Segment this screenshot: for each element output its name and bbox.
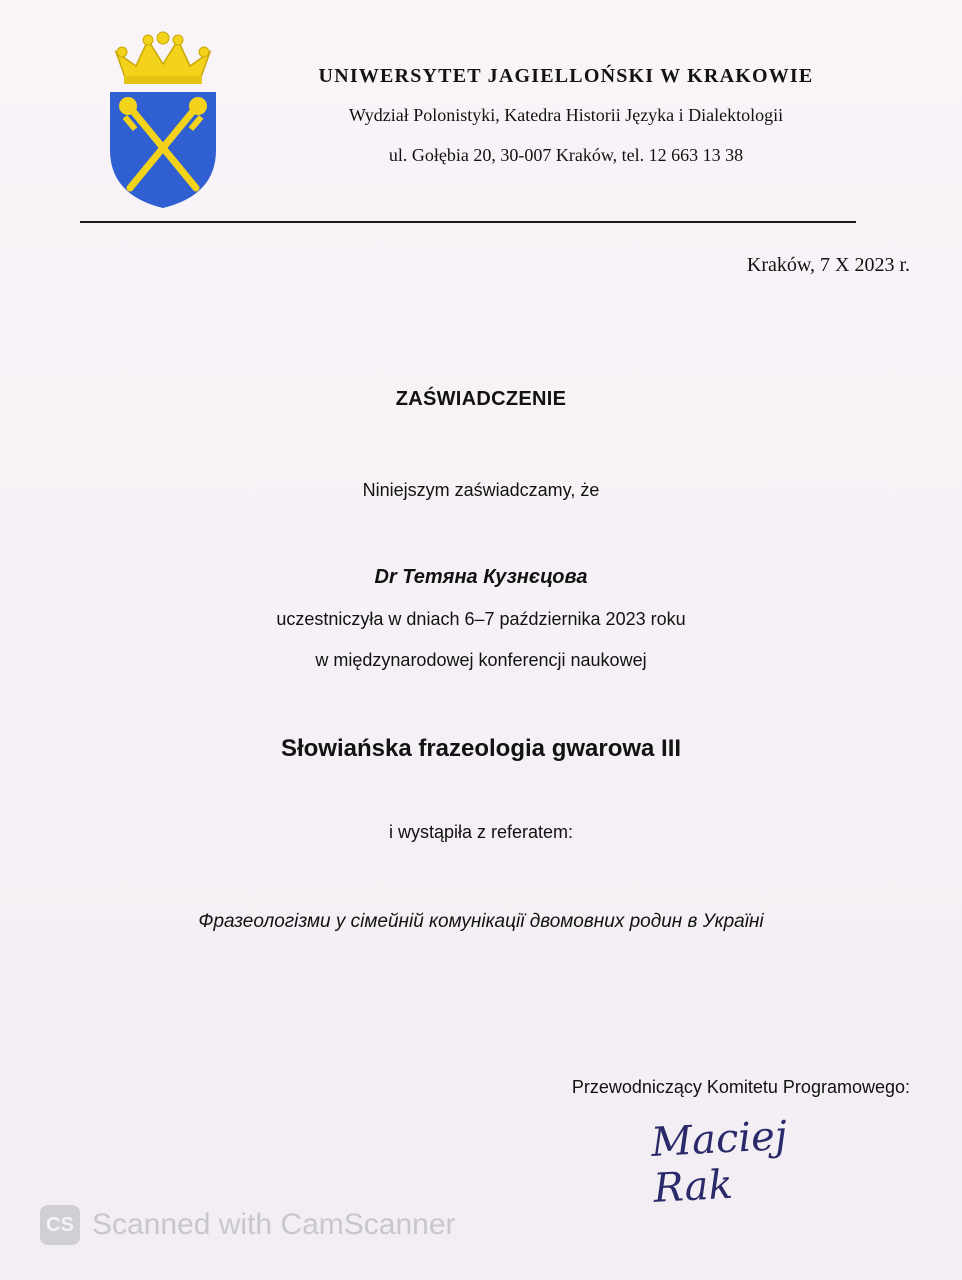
watermark-text: Scanned with CamScanner: [92, 1208, 456, 1241]
camscanner-watermark: [40, 1203, 456, 1247]
conference-title: Słowiańska frazeologia gwarowa III: [280, 735, 682, 762]
participation-dates: uczestniczyła w dniach 6–7 października 2023 roku: [276, 609, 686, 629]
presentation-intro: i wystąpiła z referatem:: [388, 822, 574, 842]
camscanner-icon: CS: [40, 1205, 80, 1245]
university-address: ul. Gołębia 20, 30-007 Kraków, tel. 12 663 13 38: [388, 145, 744, 165]
university-crest-icon: [108, 30, 218, 210]
department-name: Wydział Polonistyki, Katedra Historii Języka i Dialektologii: [348, 105, 784, 125]
letterhead: [230, 62, 870, 166]
participant-name: Dr Тетяна Кузнєцова: [374, 566, 588, 588]
signatory-role: Przewodniczący Komitetu Programowego:: [571, 1077, 910, 1097]
participation-event: w międzynarodowej konferencji naukowej: [315, 650, 647, 670]
document-date: Kraków, 7 X 2023 r.: [746, 254, 910, 276]
paper-title: Фразеологізми у сімейній комунікації двомовних родин в Україні: [198, 911, 764, 932]
intro-text: Niniejszym zaświadczamy, że: [362, 480, 600, 500]
header-divider: [80, 221, 856, 223]
handwritten-signature: [650, 1112, 860, 1212]
document-title: ZAŚWIADCZENIE: [395, 388, 567, 410]
signature-text: Maciej Rak: [650, 1112, 789, 1212]
university-name: UNIWERSYTET JAGIELLOŃSKI W KRAKOWIE: [318, 65, 814, 87]
